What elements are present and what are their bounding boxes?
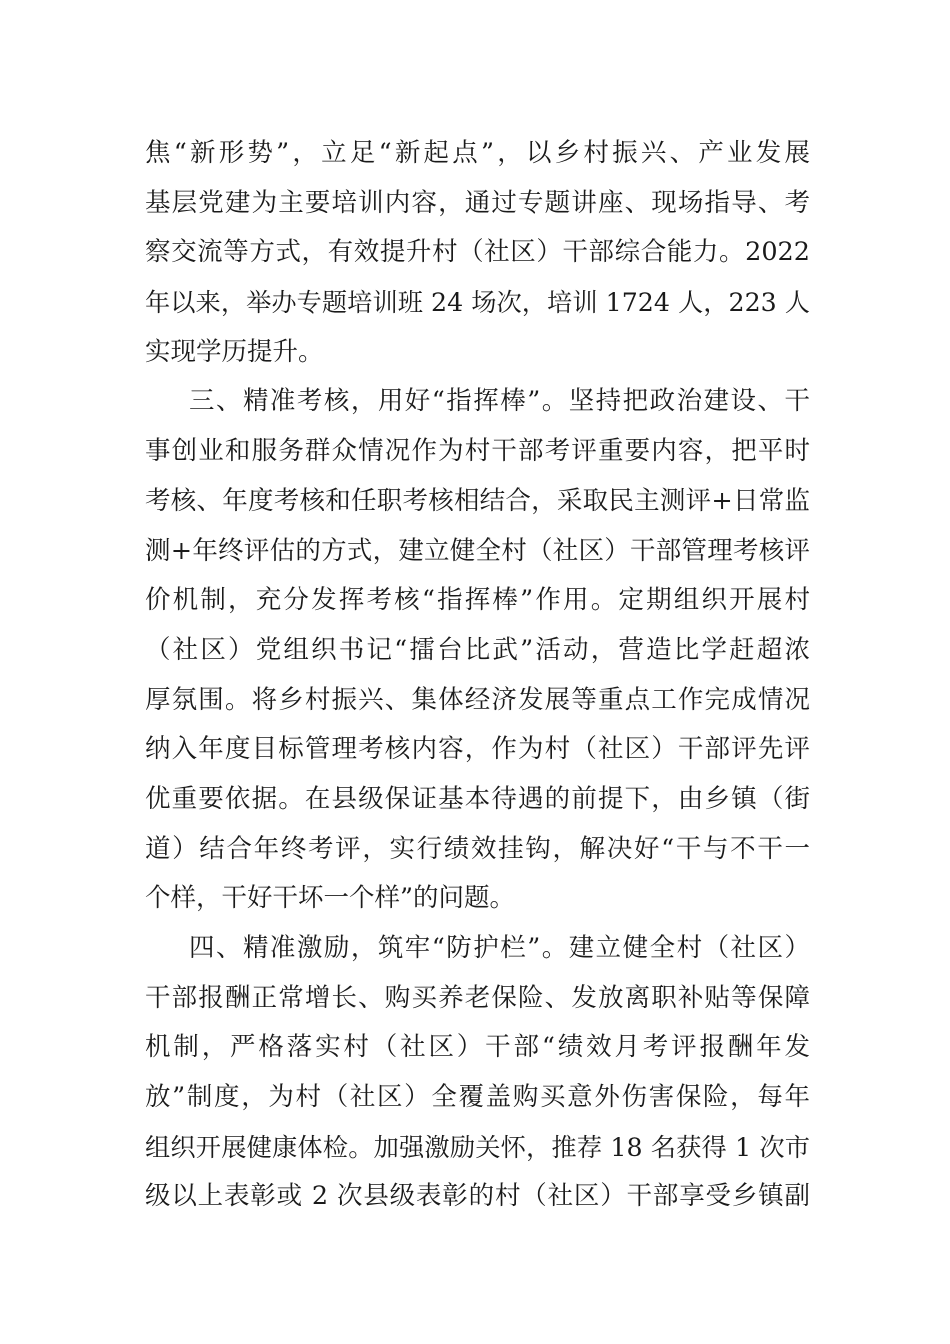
text-line: 纳入年度目标管理考核内容，作为村（社区）干部评先评: [145, 734, 810, 765]
body-text: [145, 129, 810, 1222]
text-line: 机制，严格落实村（社区）干部“绩效月考评报酬年发: [145, 1032, 810, 1063]
text-line: 干部报酬正常增长、购买养老保险、发放离职补贴等保障: [145, 982, 810, 1013]
text-line: 基层党建为主要培训内容，通过专题讲座、现场指导、考: [145, 187, 810, 218]
text-line: 测+年终评估的方式，建立健全村（社区）干部管理考核评: [145, 535, 810, 566]
text-line: （社区）党组织书记“擂台比武”活动，营造比学赶超浓: [145, 634, 810, 665]
text-line: 个样，干好干坏一个样”的问题。: [145, 883, 516, 914]
text-line: 价机制，充分发挥考核“指挥棒”作用。定期组织开展村: [145, 585, 810, 616]
text-line: 考核、年度考核和任职考核相结合，采取民主测评+日常监: [145, 485, 810, 516]
section-heading-line: 四、精准激励，筑牢“防护栏”。建立健全村（社区）: [189, 933, 810, 963]
text-line: 放”制度，为村（社区）全覆盖购买意外伤害保险，每年: [145, 1082, 810, 1113]
text-line: 级以上表彰或 2 次县级表彰的村（社区）干部享受乡镇副: [145, 1181, 810, 1212]
text-line: 道）结合年终考评，实行绩效挂钩，解决好“干与不干一: [145, 833, 810, 864]
section-heading-line: 三、精准考核，用好“指挥棒”。坚持把政治建设、干: [189, 386, 810, 417]
text-line: 事创业和服务群众情况作为村干部考评重要内容，把平时: [145, 436, 810, 467]
text-line: 优重要依据。在县级保证基本待遇的前提下，由乡镇（街: [145, 783, 810, 814]
text-line: 焦“新形势”，立足“新起点”，以乡村振兴、产业发展: [145, 138, 810, 168]
text-line: 察交流等方式，有效提升村（社区）干部综合能力。2022: [145, 237, 810, 268]
text-line: 组织开展健康体检。加强激励关怀，推荐 18 名获得 1 次市: [145, 1132, 810, 1162]
text-line: 厚氛围。将乡村振兴、集体经济发展等重点工作完成情况: [145, 684, 810, 715]
text-line: 年以来，举办专题培训班 24 场次，培训 1724 人，223 人: [145, 288, 810, 318]
text-line: 实现学历提升。: [145, 336, 324, 367]
